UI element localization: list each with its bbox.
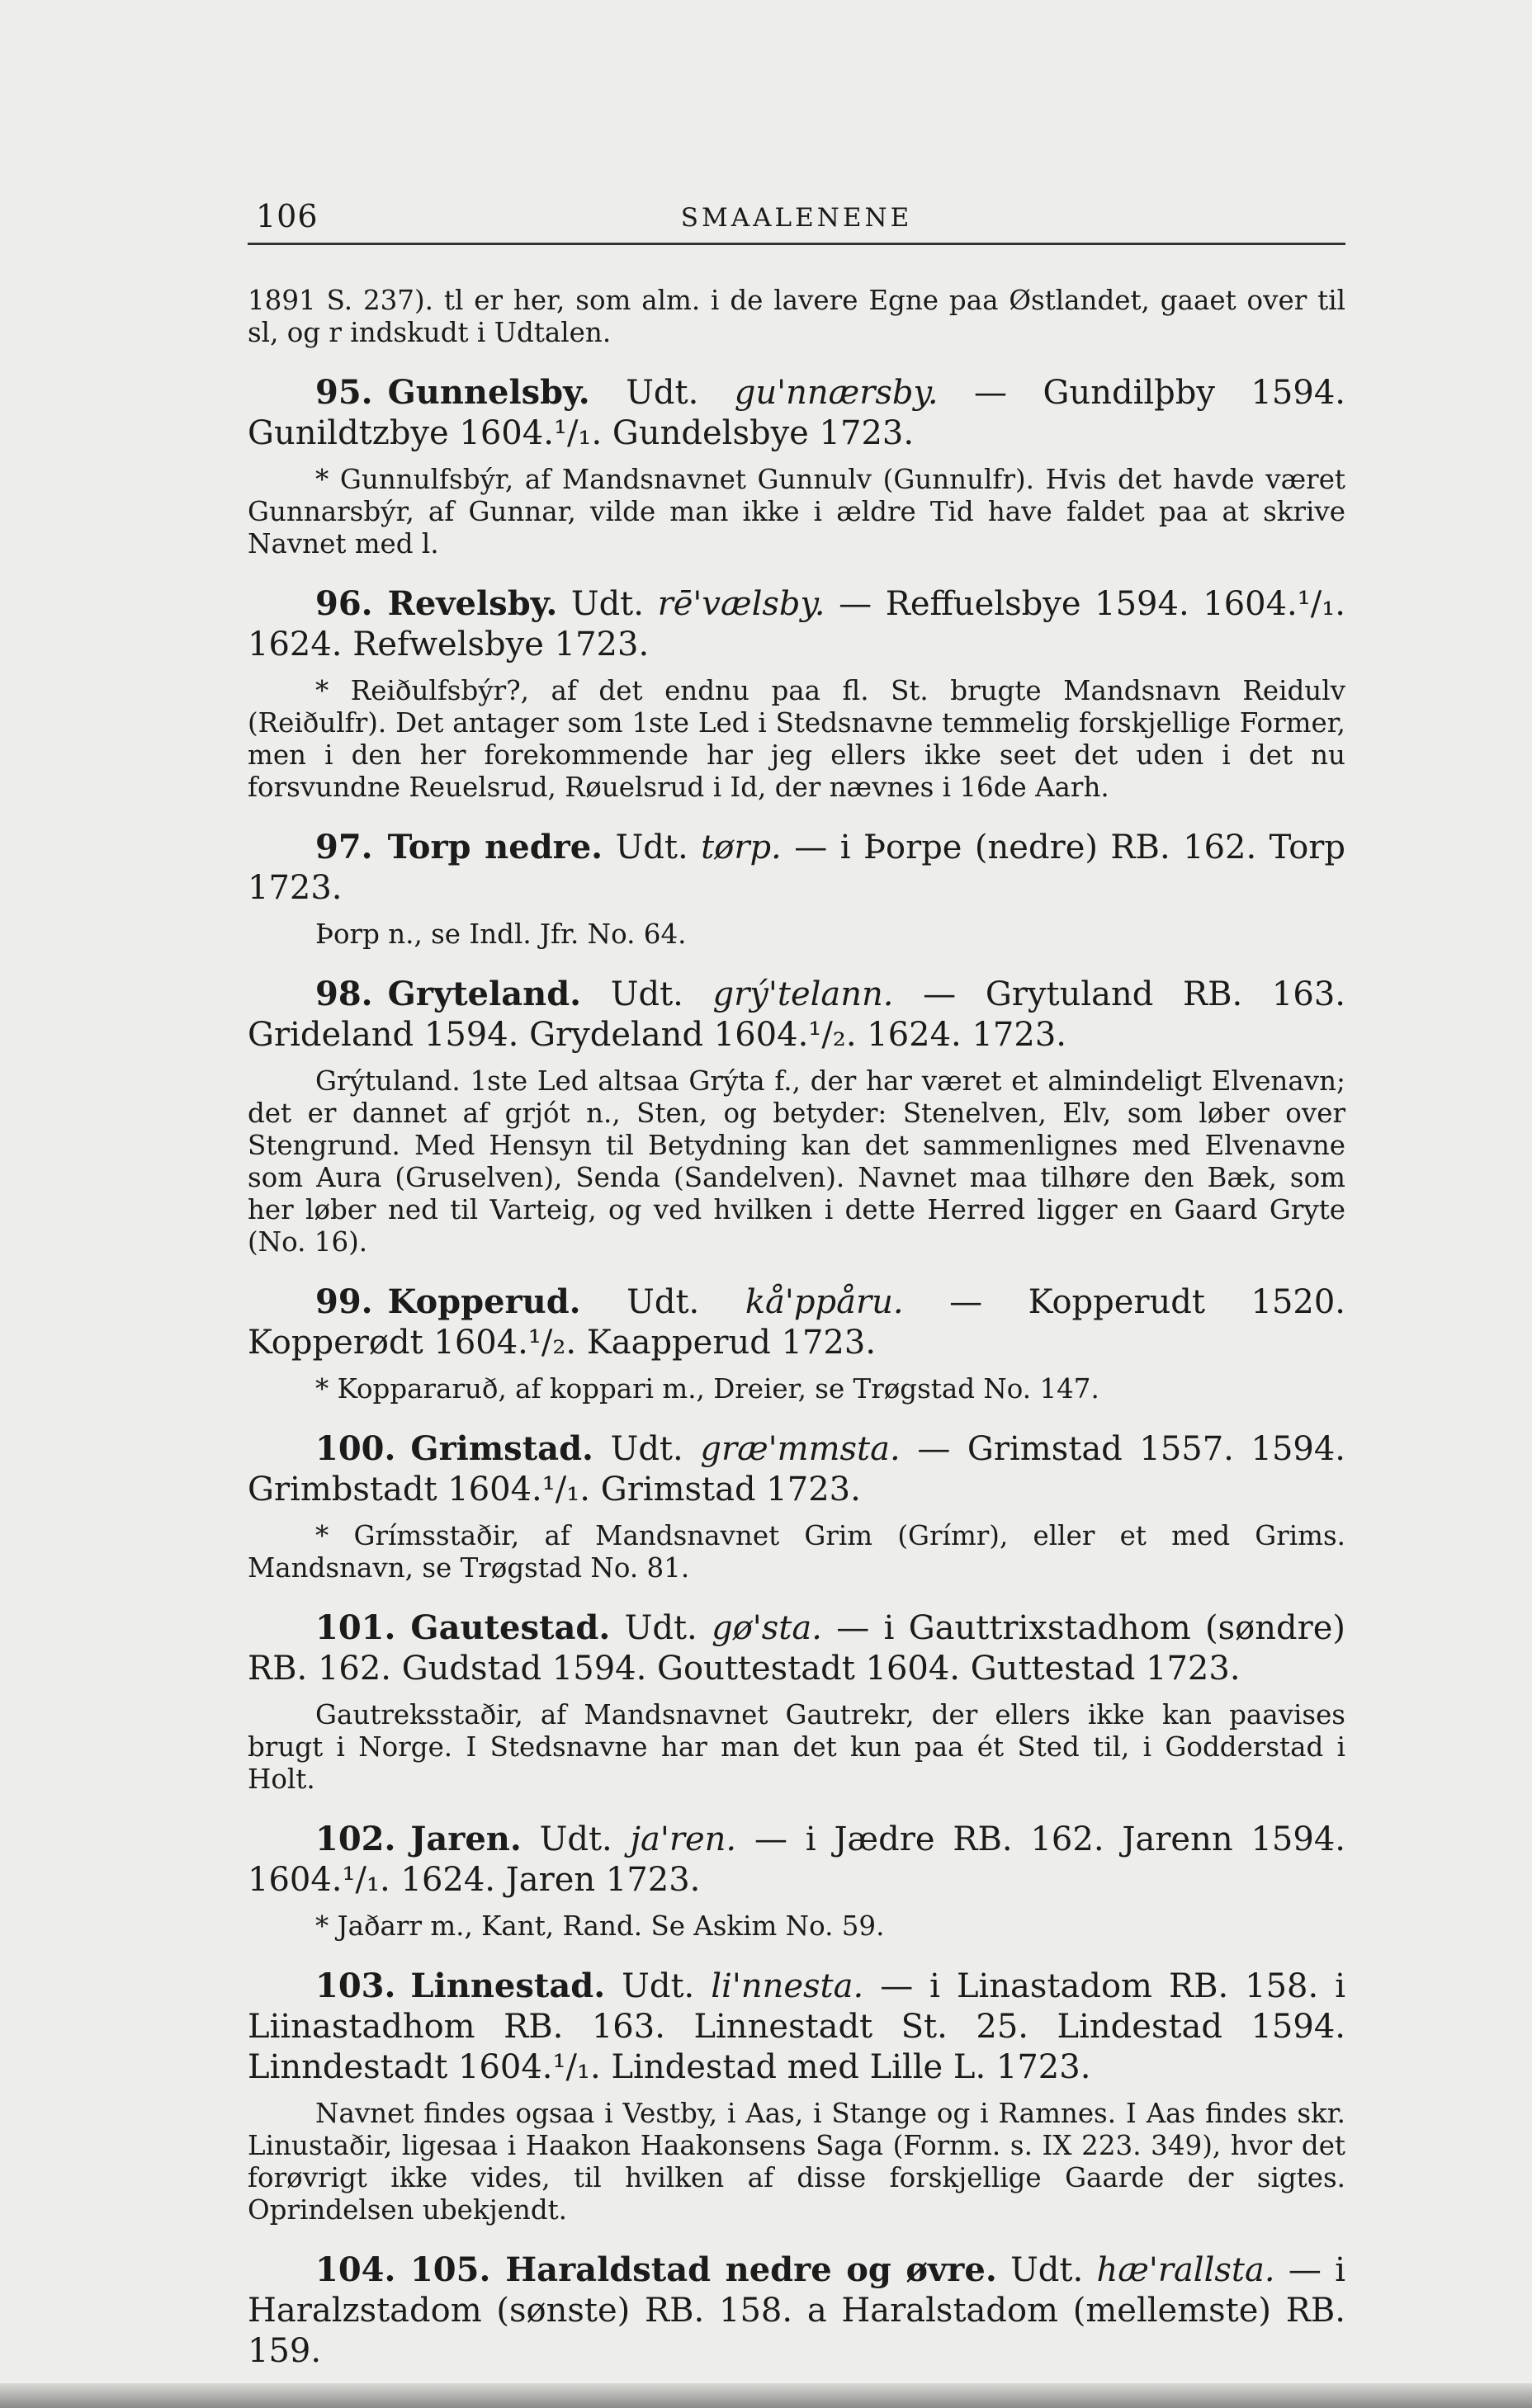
pronunciation: gø'sta.	[712, 1609, 822, 1647]
farm-name: Grimstad.	[410, 1429, 593, 1468]
udtale-label: Udt.	[610, 1430, 683, 1468]
entry-heading	[248, 583, 1345, 665]
farm-name: Revelsby.	[387, 584, 558, 623]
entry-heading	[248, 1608, 1345, 1689]
entry-heading	[248, 1428, 1345, 1510]
pronunciation: tørp.	[701, 829, 782, 866]
farm-entry	[248, 974, 1345, 1258]
pronunciation: hæ'rallsta.	[1096, 2251, 1275, 2289]
entry-heading	[248, 372, 1345, 454]
farm-entry	[248, 1819, 1345, 1943]
intro-text: 1891 S. 237). tl er her, som alm. i de lavere Egne paa Østlandet, gaaet over til sl, og r indskudt i Udtalen.	[248, 285, 1345, 348]
farm-name: Gautestad.	[410, 1608, 611, 1647]
farm-name: Torp nedre.	[387, 828, 603, 866]
farm-entry	[248, 1966, 1345, 2226]
entry-note: * Grímsstaðir, af Mandsnavnet Grim (Grímr), eller et med Grims. Mandsnavn, se Trøgstad No. 81.	[248, 1520, 1345, 1584]
farm-entry	[248, 583, 1345, 804]
historical-forms: — Gundilþby 1594. Gunildtzbye 1604.¹/₁. Gundelsbye 1723.	[248, 374, 1345, 452]
scan-bottom-edge	[0, 2383, 1532, 2408]
udtale-label: Udt.	[570, 585, 644, 623]
farm-entry	[248, 1282, 1345, 1405]
udtale-label: Udt.	[627, 1283, 700, 1321]
farm-entry	[248, 827, 1345, 951]
entry-heading	[248, 2250, 1345, 2372]
entry-number: 99.	[315, 1282, 373, 1321]
entry-number: 95.	[315, 373, 373, 412]
entry-note: Grýtuland. 1ste Led altsaa Grýta f., der har været et almindeligt Elvenavn; det er dannet af grjót n., Sten, og betyder: Stenelven, Elv, som løber over Stengrund. Med Hensyn til Betydning kan det sammenlignes med Elvenavne som Aura (Gruselven), Senda (Sandelven). Navnet maa tilhøre den Bæk, som her løber ned til Varteig, og ved hvilken i dette Herred ligger en Gaard Gryte (No. 16).	[248, 1065, 1345, 1258]
entry-heading	[248, 1966, 1345, 2088]
entry-note: * Jaðarr m., Kant, Rand. Se Askim No. 59.	[315, 1910, 885, 1942]
running-title: SMAALENENE	[680, 203, 913, 233]
historical-forms: — i Haralzstadom (sønste) RB. 158. a Haralstadom (mellemste) RB. 159.	[248, 2251, 1345, 2370]
historical-forms: — Reffuelsbye 1594. 1604.¹/₁. 1624. Refwelsbye 1723.	[248, 585, 1346, 663]
pronunciation: rē'vælsby.	[657, 585, 825, 623]
farm-name: Haraldstad nedre og øvre.	[505, 2250, 997, 2289]
farm-name: Jaren.	[410, 1820, 522, 1858]
entry-number: 97.	[315, 828, 373, 866]
entry-note: Navnet findes ogsaa i Vestby, i Aas, i Stange og i Ramnes. I Aas findes skr. Linustaðir, ligesaa i Haakon Haakonsens Saga (Fornm. s. IX 223. 349), hvor det forøvrigt ikke vides, til hvilken af disse forskjellige Gaarde der sigtes. Oprindelsen ubekjendt.	[248, 2098, 1345, 2226]
entry-note: * Reiðulfsbýr?, af det endnu paa fl. St. brugte Mandsnavn Reidulv (Reiðulfr). Det antager som 1ste Led i Stedsnavne temmelig forskjellige Former, men i den her forekommende har jeg ellers ikke seet det uden i det nu forsvundne Reuelsrud, Røuelsrud i Id, der nævnes i 16de Aarh.	[248, 675, 1345, 803]
entry-number: 103.	[315, 1967, 396, 2005]
entry-note: Gautreksstaðir, af Mandsnavnet Gautrekr, der ellers ikke kan paavises brugt i Norge. I Stedsnavne har man det kun paa ét Sted til, i Godderstad i Holt.	[248, 1699, 1345, 1795]
farm-name: Gryteland.	[387, 975, 582, 1013]
entry-list	[248, 372, 1345, 2372]
historical-forms: — i Jædre RB. 162. Jarenn 1594. 1604.¹/₁. 1624. Jaren 1723.	[248, 1820, 1345, 1899]
entry-number: 101.	[315, 1608, 396, 1647]
pronunciation: gu'nnærsby.	[734, 374, 939, 412]
historical-forms: — i Gauttrixstadhom (søndre) RB. 162. Gudstad 1594. Gouttestadt 1604. Guttestad 1723.	[248, 1609, 1346, 1688]
farm-entry	[248, 1608, 1345, 1796]
entry-note: Þorp n., se Indl. Jfr. No. 64.	[315, 918, 687, 950]
udtale-label: Udt.	[626, 374, 699, 412]
pronunciation: kå'ppåru.	[745, 1283, 904, 1321]
udtale-label: Udt.	[1010, 2251, 1084, 2289]
entry-number: 98.	[315, 975, 373, 1013]
farm-name: Gunnelsby.	[387, 373, 590, 412]
pronunciation: li'nnesta.	[711, 1967, 864, 2005]
entry-number: 100.	[315, 1429, 396, 1468]
entry-number: 102.	[315, 1820, 396, 1858]
historical-forms: — Grimstad 1557. 1594. Grimbstadt 1604.¹/₁. Grimstad 1723.	[248, 1430, 1346, 1509]
page-header	[248, 185, 1345, 245]
historical-forms: — i Þorpe (nedre) RB. 162. Torp 1723.	[248, 829, 1346, 907]
historical-forms: — Grytuland RB. 163. Grideland 1594. Grydeland 1604.¹/₂. 1624. 1723.	[248, 975, 1345, 1054]
entry-number: 104. 105.	[315, 2250, 491, 2289]
pronunciation: grý'telann.	[712, 975, 894, 1013]
pronunciation: græ'mmsta.	[700, 1430, 901, 1468]
farm-entry	[248, 2250, 1345, 2372]
udtale-label: Udt.	[615, 829, 688, 866]
udtale-label: Udt.	[610, 975, 683, 1013]
entry-note: * Koppararuð, af koppari m., Dreier, se Trøgstad No. 147.	[315, 1373, 1099, 1405]
entry-heading	[248, 1282, 1345, 1363]
entry-heading	[248, 827, 1345, 909]
book-page	[248, 185, 1345, 2382]
udtale-label: Udt.	[622, 1967, 695, 2005]
farm-name: Kopperud.	[387, 1282, 581, 1321]
entry-heading	[248, 1819, 1345, 1900]
udtale-label: Udt.	[624, 1609, 697, 1647]
entry-note: * Gunnulfsbýr, af Mandsnavnet Gunnulv (Gunnulfr). Hvis det havde været Gunnarsbýr, af Gunnar, vilde man ikke i ældre Tid have faldet paa at skrive Navnet med l.	[248, 464, 1345, 560]
farm-entry	[248, 1428, 1345, 1584]
entry-heading	[248, 974, 1345, 1055]
historical-forms: — Kopperudt 1520. Kopperødt 1604.¹/₂. Kaapperud 1723.	[248, 1283, 1346, 1362]
farm-entry	[248, 372, 1345, 560]
page-number: 106	[256, 198, 319, 234]
farm-name: Linnestad.	[410, 1967, 606, 2005]
udtale-label: Udt.	[539, 1820, 612, 1858]
entry-number: 96.	[315, 584, 373, 623]
historical-forms: — i Linastadom RB. 158. i Liinastadhom RB. 163. Linnestadt St. 25. Lindestad 1594. Linndestadt 1604.¹/₁. Lindestad med Lille L. 1723.	[248, 1967, 1345, 2086]
pronunciation: ja'ren.	[630, 1820, 737, 1858]
